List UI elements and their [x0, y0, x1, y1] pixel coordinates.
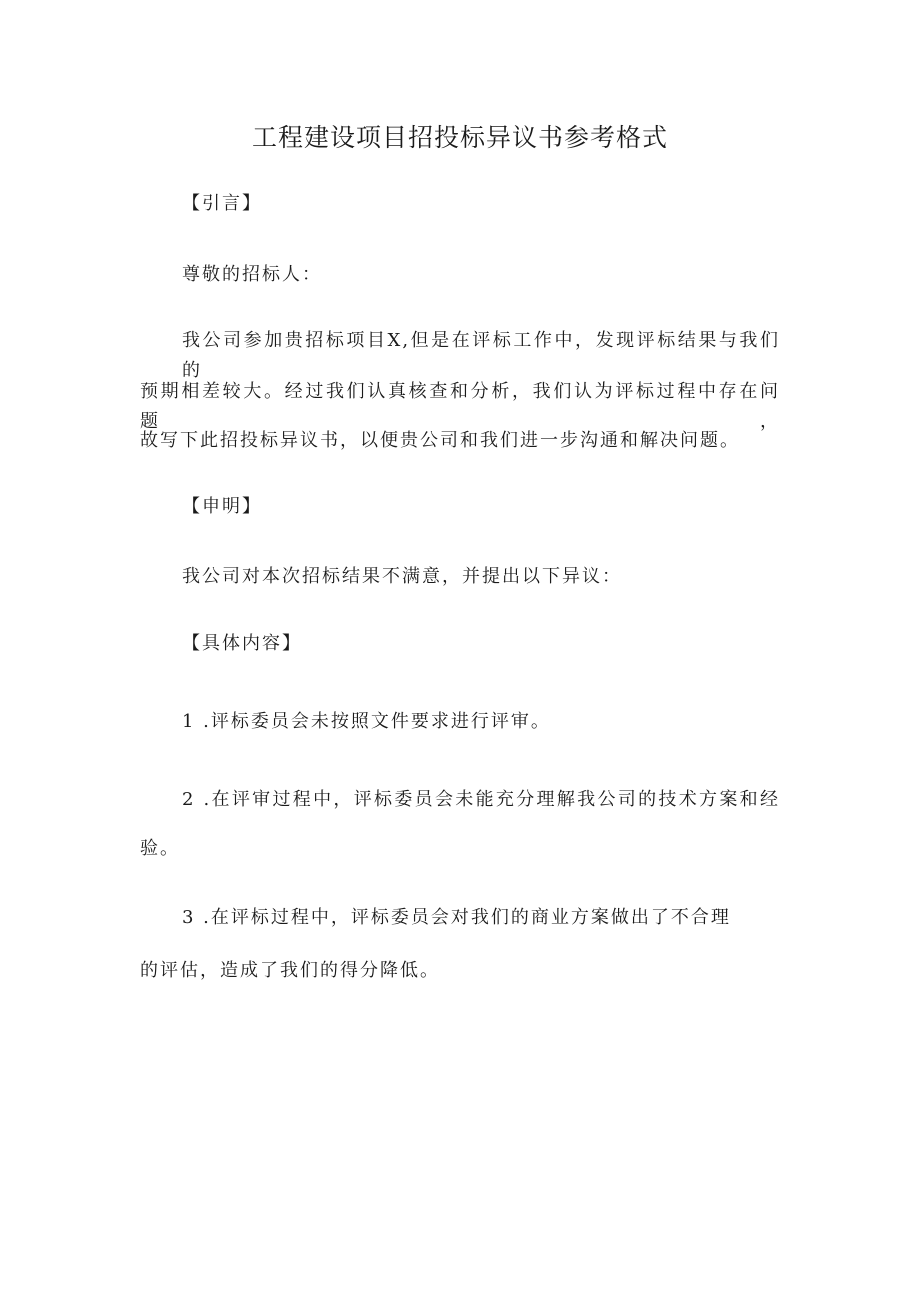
list-item-2-line-2: 验。: [140, 838, 180, 859]
statement-heading: 【申明】: [182, 496, 262, 517]
document-title: 工程建设项目招投标异议书参考格式: [251, 123, 668, 152]
intro-paragraph-line-2: 预期相差较大。经过我们认真核查和分析，我们认为评标过程中存在问题，: [140, 381, 780, 432]
intro-paragraph-line-3: 故写下此招投标异议书，以便贵公司和我们进一步沟通和解决问题。: [140, 430, 740, 451]
list-item-3-line-2: 的评估，造成了我们的得分降低。: [140, 960, 440, 981]
list-item-3-line-1: 3 .在评标过程中，评标委员会对我们的商业方案做出了不合理: [182, 907, 731, 928]
statement-text: 我公司对本次招标结果不满意，并提出以下异议：: [182, 566, 622, 587]
intro-heading: 【引言】: [182, 193, 262, 214]
list-item-1: 1 .评标委员会未按照文件要求进行评审。: [182, 711, 551, 732]
intro-paragraph-line-1: 我公司参加贵招标项目X,但是在评标工作中，发现评标结果与我们的: [182, 330, 780, 381]
salutation: 尊敬的招标人：: [182, 264, 322, 285]
content-heading: 【具体内容】: [182, 633, 302, 654]
list-item-2-line-1: 2 .在评审过程中，评标委员会未能充分理解我公司的技术方案和经: [182, 789, 780, 810]
